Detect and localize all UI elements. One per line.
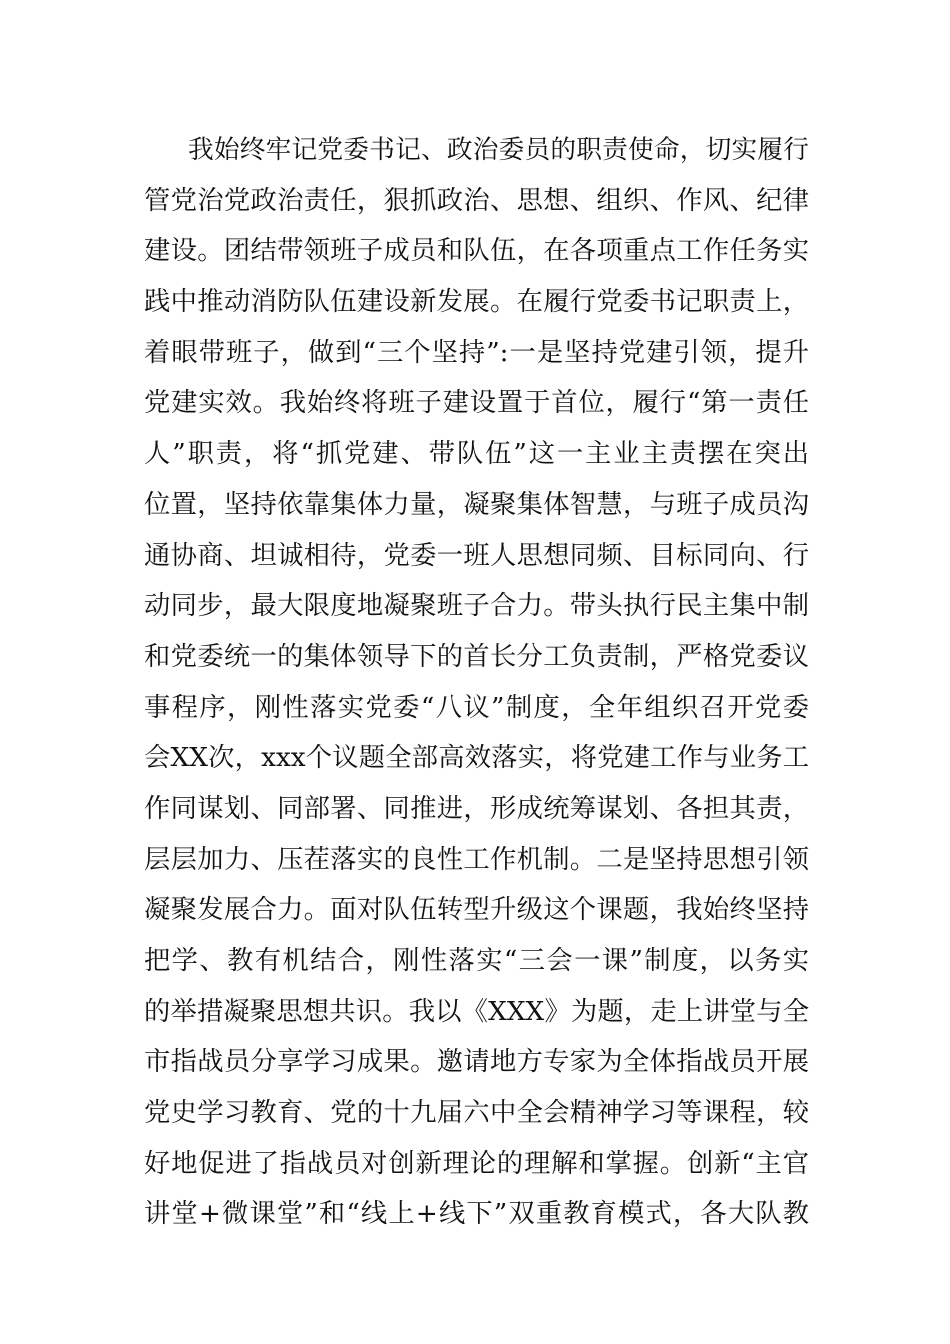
text-line: 会XX次，xxx个议题全部高效落实，将党建工作与业务工 (144, 743, 809, 774)
text-line: 党建实效。我始终将班子建设置于首位，履行“第一责任 (144, 388, 809, 419)
text-line: 讲堂+微课堂”和“线上+线下”双重教育模式，各大队教 (144, 1199, 809, 1230)
text-line: 好地促进了指战员对创新理论的理解和掌握。创新“主官 (144, 1148, 809, 1179)
text-line: 事程序，刚性落实党委“八议”制度，全年组织召开党委 (144, 692, 809, 723)
text-line: 着眼带班子，做到“三个坚持”:一是坚持党建引领，提升 (144, 337, 809, 368)
text-line: 市指战员分享学习成果。邀请地方专家为全体指战员开展 (144, 1047, 809, 1078)
text-line: 和党委统一的集体领导下的首长分工负责制，严格党委议 (144, 641, 809, 672)
body-paragraph (144, 125, 809, 1240)
text-line: 通协商、坦诚相待，党委一班人思想同频、目标同向、行 (144, 540, 809, 571)
text-line: 层层加力、压茬落实的良性工作机制。二是坚持思想引领 (144, 844, 809, 875)
text-line: 凝聚发展合力。面对队伍转型升级这个课题，我始终坚持 (144, 895, 809, 926)
text-line: 人”职责，将“抓党建、带队伍”这一主业主责摆在突出 (144, 439, 809, 470)
text-line: 建设。团结带领班子成员和队伍，在各项重点工作任务实 (144, 236, 809, 267)
text-line: 我始终牢记党委书记、政治委员的职责使命，切实履行 (188, 135, 809, 165)
text-line: 的举措凝聚思想共识。我以《XXX》为题，走上讲堂与全 (144, 996, 809, 1027)
text-line: 践中推动消防队伍建设新发展。在履行党委书记职责上， (144, 287, 809, 318)
text-line: 管党治党政治责任，狠抓政治、思想、组织、作风、纪律 (144, 185, 809, 216)
text-line: 位置，坚持依靠集体力量，凝聚集体智慧，与班子成员沟 (144, 489, 809, 520)
text-line: 党史学习教育、党的十九届六中全会精神学习等课程，较 (144, 1098, 809, 1129)
text-line: 动同步，最大限度地凝聚班子合力。带头执行民主集中制 (144, 591, 809, 622)
text-line: 把学、教有机结合，刚性落实“三会一课”制度，以务实 (144, 946, 809, 976)
text-line: 作同谋划、同部署、同推进，形成统筹谋划、各担其责， (144, 793, 809, 824)
